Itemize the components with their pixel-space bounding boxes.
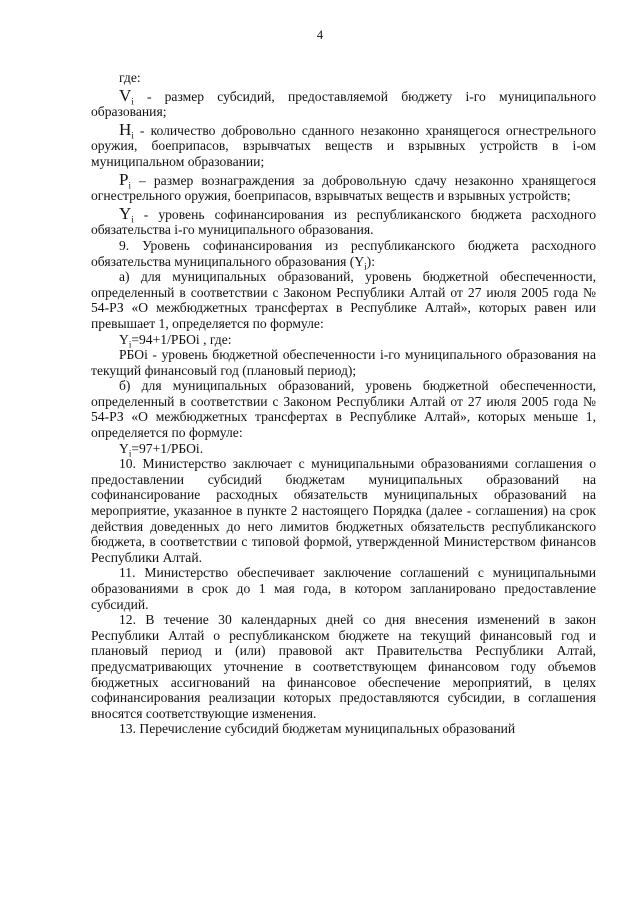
paragraph-9-text: 9. Уровень софинансирования из республиканского бюджета расходного обязательства муниципального образования (Y bbox=[91, 237, 596, 269]
paragraph-10: 10. Министерство заключает с муниципальными образованиями соглашения о предоставлении субсидий бюджетам муниципальных образований на софинансирование расходных обязательств муниципальных образований на мероприятие, указанное в пункте 2 настоящего Порядка (далее - соглашения) на срок действия доведенных до него лимитов бюджетных обязательств республиканского бюджета, в соответствии с типовой формой, утвержденной Министерством финансов Республики Алтай. bbox=[91, 456, 596, 565]
symbol-h-sub: i bbox=[131, 130, 134, 141]
formula-2 bbox=[91, 441, 596, 457]
definition-h-text: - количество добровольно сданного незаконно хранящегося огнестрельного оружия, боеприпасов, взрывчатых веществ и взрывных устройств в i-ом муниципальном образовании; bbox=[91, 122, 596, 169]
definition-p-text: – размер вознаграждения за добровольную сдачу незаконно хранящегося огнестрельного оружия, боеприпасов, взрывчатых веществ и взрывных устройств; bbox=[91, 172, 596, 204]
formula-2-text: =97+1/РБОі. bbox=[131, 440, 204, 456]
definition-y-text: - уровень софинансирования из республиканского бюджета расходного обязательства i-го муниципального образования. bbox=[91, 206, 596, 238]
definition-h bbox=[91, 119, 596, 170]
paragraph-9-tail: ): bbox=[366, 253, 375, 269]
where-label: где: bbox=[119, 70, 141, 85]
paragraph-9b: б) для муниципальных образований, уровень бюджетной обеспеченности, определенный в соответствии с Законом Республики Алтай от 27 июля 2005 года № 54-РЗ «О межбюджетных трансфертах в Республике Алтай», которых меньше 1, определяется по формуле: bbox=[91, 378, 596, 441]
paragraph-9-sub: i bbox=[364, 261, 367, 272]
symbol-v: V bbox=[119, 85, 132, 105]
formula-1-symbol: Y bbox=[119, 331, 129, 347]
paragraph-9a: а) для муниципальных образований, уровень бюджетной обеспеченности, определенный в соответствии с Законом Республики Алтай от 27 июля 2005 года № 54-РЗ «О межбюджетных трансфертах в Республике Алтай», которых равен или превышает 1, определяется по формуле: bbox=[91, 269, 596, 331]
formula-1 bbox=[91, 332, 596, 348]
formula-1-sub: i bbox=[128, 339, 132, 350]
symbol-y: Y bbox=[119, 203, 132, 223]
paragraph-12: 12. В течение 30 календарных дней со дня внесения изменений в закон Республики Алтай о республиканском бюджете на текущий финансовый год и плановый период и (или) правовой акт Правительства Республики Алтай, предусматривающих уточнение в соответствующем финансовом году объемов бюджетных ассигнований на финансовое обеспечение мероприятий, в целях софинансирования реализации которых предоставляются субсидии, в соглашения вносятся соответствующие изменения. bbox=[91, 612, 596, 721]
symbol-p: P bbox=[119, 169, 129, 189]
rbo-definition: РБОі - уровень бюджетной обеспеченности i-го муниципального образования на текущий финансовый год (плановый период); bbox=[91, 347, 596, 378]
paragraph-9 bbox=[91, 237, 596, 272]
definition-v bbox=[91, 85, 596, 120]
definition-y bbox=[91, 203, 596, 238]
document-body bbox=[91, 70, 596, 737]
formula-1-text: =94+1/РБОі , где: bbox=[131, 331, 232, 347]
paragraph-11: 11. Министерство обеспечивает заключение соглашений с муниципальными образованиями в срок до 1 мая года, в котором запланировано предоставление субсидий. bbox=[91, 565, 596, 612]
paragraph-13: 13. Перечисление субсидий бюджетам муниципальных образований bbox=[119, 721, 516, 737]
definition-v-text: - размер субсидий, предоставляемой бюджету i-го муниципального образования; bbox=[91, 88, 596, 120]
symbol-y-sub: i bbox=[131, 214, 134, 225]
page-number: 4 bbox=[316, 28, 324, 42]
definition-p bbox=[91, 169, 596, 204]
symbol-p-sub: i bbox=[128, 180, 131, 191]
formula-2-symbol: Y bbox=[119, 440, 129, 456]
symbol-h: H bbox=[119, 119, 132, 139]
symbol-v-sub: i bbox=[131, 96, 134, 107]
formula-2-sub: i bbox=[128, 448, 132, 459]
